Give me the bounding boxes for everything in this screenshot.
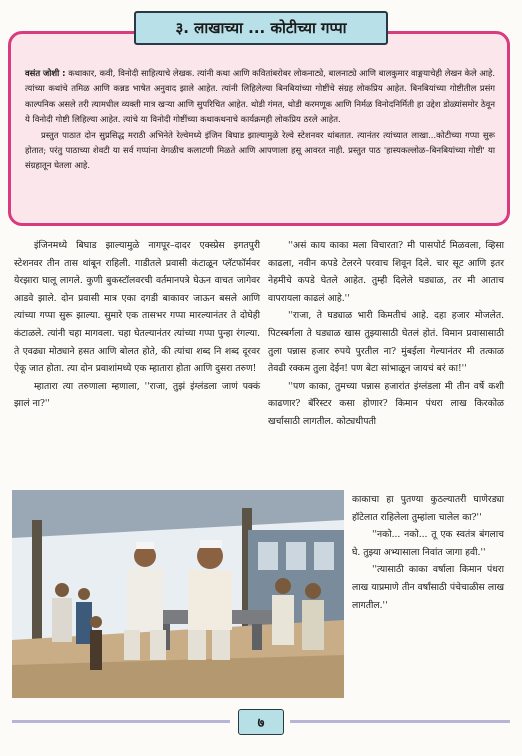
right-column-bottom — [352, 491, 504, 614]
intro-text — [25, 66, 495, 174]
left-column — [14, 237, 260, 413]
station-illustration — [12, 490, 344, 698]
right-column-top — [268, 237, 504, 431]
intro-box — [8, 31, 510, 226]
paragraph: ''असं काय काका मला विचारता? मी पासपोर्ट मिळवला, व्हिसा काढला, नवीन कपडे टेलरने परवाच शिवून दिले. चार सूट आणि इतर नेहमीचे कपडे घेतले आहेत. तुम्ही दिलेले घड्याळ, तर मी आताच वापरायला काढलं आहे.'' — [268, 240, 504, 304]
author-bio: कथाकार, कवी, विनोदी साहित्याचे लेखक. त्यांनी कथा आणि कवितांबरोबर लोकनाट्ये, बालनाट्ये आणि बालकुमार वाङ्मयाचेही लेखन केले आहे. त्यांच्या कथांचे तमिळ आणि कन्नड भाषेत अनुवाद झाले आहेत. त्यांनी लिहिलेल्या बिनबियांच्या गोष्टींचे संग्रह लोकप्रिय आहेत. बिनबियांच्या गोष्टीतील प्रसंग काल्पनिक असले तरी त्यामधील व्यक्ती मात्र खऱ्या आणि सुपरिचित आहेत. थोडी गंमत, थोडी करमणूक आणि निर्मळ विनोदनिर्मिती हा उद्देश डोळ्यांसमोर ठेवून ये विनोदी गोष्टी लिहिल्या आहेत. त्यांचे या विनोदी गोष्टींच्या कथाकथनाचे कार्यक्रमही लोकप्रिय ठरले आहेत. — [25, 68, 495, 125]
paragraph: म्हातारा त्या तरुणाला म्हणाला, ''राजा, तुझं इंग्लंडला जाणं पक्कं झालं ना?'' — [14, 380, 260, 410]
paragraph: इंजिनमध्ये बिघाड झाल्यामुळे नागपूर–दादर एक्स्प्रेस इगतपुरी स्टेशनवर तीन तास थांबून राहिली. गाडीतले प्रवासी कंटाळून प्लॅटफॉर्मवर येरझारा घालू लागले. कुणी बुकस्टॉलवरची वर्तमानपत्रे घेऊन वाचत जागेवर आडवे झाले. दोन प्रवासी मात्र एका दगडी बाकावर जाऊन बसले आणि त्यांच्या गप्पा सुरू झाल्या. सुमारे एक तासभर गप्पा मारल्यानंतर ते दोघेही कंटाळले. त्यांनी चहा मागवला. चहा घेतल्यानंतर त्यांच्या गप्पा पुन्हा रंगल्या. ते एवढ्या मोठ्याने हसत आणि बोलत होते, की त्यांचा शब्द नि शब्द दूरवर ऐकू जात होता. त्या दोन प्रवाशांमध्ये एक म्हातारा होता आणि दुसरा तरुण! — [14, 240, 260, 375]
footer-divider — [12, 720, 230, 723]
paragraph: ''पण काका, तुमच्या पन्नास हजारांत इंग्लंडला मी तीन वर्षे कशी काढणार? बॅरिस्टर कसा होणार? किमान पंधरा लाख किरकोळ खर्चासाठी लागतील. कोट्यधीपती — [268, 380, 504, 427]
author-name: वसंत जोशी : — [25, 68, 66, 78]
paragraph: काकाचा हा पुतण्या कुठल्यातरी घाणेरड्या हॉटेलात राहिलेला तुम्हांला चालेल का?'' — [352, 494, 504, 523]
paragraph: ''राजा, ते घड्याळ भारी किमतीचं आहे. दहा हजार मोजलेत. पिटस्बर्गला ते घड्याळ खास तुझ्यासाठी घेतलं होतं. विमान प्रवासासाठी तुला पन्नास हजार रुपये पुरतील ना? मुंबईला गेल्यानंतर मी तत्काळ तेवढी रक्कम तुला देईन! पण बेटा सांभाळून जायचं बरं का!'' — [268, 310, 504, 375]
chapter-title: ३. लाखाच्या ... कोटीच्या गप्पा — [134, 11, 388, 45]
footer-divider — [290, 720, 510, 723]
paragraph: ''त्यासाठी काका वर्षाला किमान पंधरा लाख याप्रमाणे तीन वर्षांसाठी पंचेचाळीस लाख लागतील.'' — [352, 564, 504, 611]
lesson-summary: प्रस्तुत पाठात दोन सुप्रसिद्ध मराठी अभिनेते रेल्वेमध्ये इंजिन बिघाड झाल्यामुळे रेल्वे स्टेशनवर थांबतात. त्यानंतर त्यांच्यात लाखा...कोटीच्या गप्पा सुरू होतात; परंतु पाठाच्या शेवटी या सर्व गप्पांना वेगळीच कलाटणी मिळते आणि आपणाला हसू आवरत नाही. प्रस्तुत पाठ 'हास्यकल्लोळ–बिनबियांच्या गोष्टी' या संग्रहातून घेतला आहे. — [25, 129, 495, 171]
paragraph: ''नको... नको... तू एक स्वतंत्र बंगलाच घे. तुझ्या अभ्यासाला निवांत जागा हवी.'' — [352, 529, 504, 558]
page-number: ७ — [238, 709, 284, 735]
